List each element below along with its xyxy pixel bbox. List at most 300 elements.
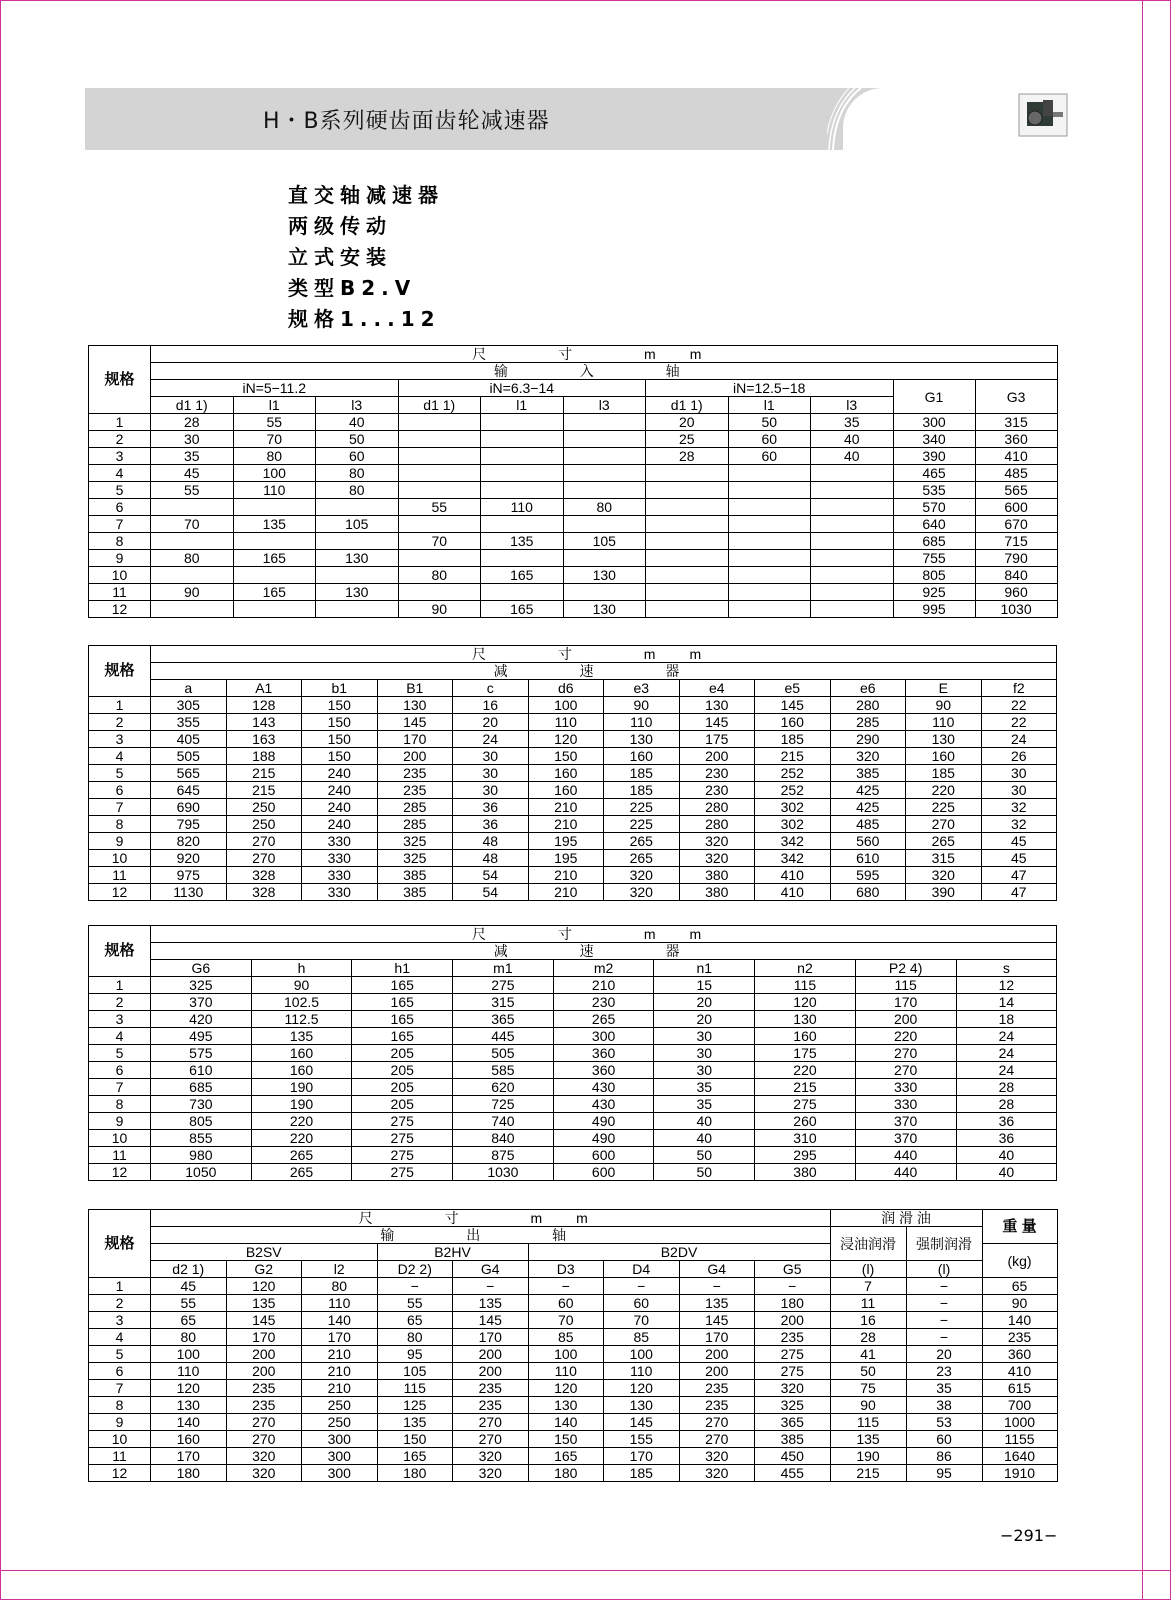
value-cell: 320 — [453, 1465, 529, 1482]
value-cell: 385 — [830, 765, 906, 782]
value-cell: − — [604, 1278, 680, 1295]
value-cell: 265 — [906, 833, 982, 850]
value-cell: − — [755, 1278, 831, 1295]
value-cell: 325 — [755, 1397, 831, 1414]
value-cell: 600 — [553, 1147, 654, 1164]
value-cell: 490 — [553, 1130, 654, 1147]
value-cell: 210 — [528, 799, 604, 816]
value-cell: 380 — [679, 867, 755, 884]
value-cell: 505 — [151, 748, 227, 765]
heading-stages: 两级传动 — [288, 214, 392, 238]
value-cell: 90 — [982, 1295, 1057, 1312]
value-cell: 90 — [151, 584, 234, 601]
value-cell: 645 — [151, 782, 227, 799]
value-cell: 112.5 — [251, 1011, 352, 1028]
value-cell: 465 — [893, 465, 975, 482]
value-cell: 95 — [906, 1465, 982, 1482]
value-cell: 1050 — [151, 1164, 252, 1181]
value-cell — [646, 465, 729, 482]
table-row — [89, 465, 1058, 482]
dimension-header: 尺 寸 mm — [151, 926, 1057, 943]
value-cell: 325 — [377, 833, 453, 850]
value-cell: 805 — [893, 567, 975, 584]
table-row — [89, 977, 1057, 994]
value-cell — [728, 499, 811, 516]
table-row — [89, 482, 1058, 499]
value-cell: 135 — [481, 533, 564, 550]
value-cell: 24 — [981, 731, 1057, 748]
column-header: d1 1) — [151, 397, 234, 414]
value-cell: 170 — [604, 1448, 680, 1465]
value-cell: 330 — [855, 1096, 956, 1113]
value-cell: 200 — [226, 1363, 302, 1380]
value-cell: 260 — [755, 1113, 856, 1130]
value-cell: 805 — [151, 1113, 252, 1130]
value-cell: 385 — [377, 867, 453, 884]
value-cell: 690 — [151, 799, 227, 816]
value-cell: 185 — [604, 765, 680, 782]
value-cell: 1030 — [453, 1164, 554, 1181]
value-cell: 370 — [151, 994, 252, 1011]
value-cell: 35 — [654, 1096, 755, 1113]
value-cell: 410 — [975, 448, 1057, 465]
value-cell: 165 — [352, 1011, 453, 1028]
value-cell: 86 — [906, 1448, 982, 1465]
size-cell: 11 — [89, 1448, 151, 1465]
value-cell: 180 — [377, 1465, 453, 1482]
size-cell: 2 — [89, 431, 151, 448]
value-cell: 200 — [855, 1011, 956, 1028]
value-cell: 235 — [755, 1329, 831, 1346]
value-cell: 130 — [528, 1397, 604, 1414]
value-cell: 205 — [352, 1096, 453, 1113]
value-cell: 215 — [226, 765, 302, 782]
size-cell: 1 — [89, 697, 151, 714]
value-cell: 135 — [251, 1028, 352, 1045]
table-row — [89, 1147, 1057, 1164]
column-header: G4 — [453, 1261, 529, 1278]
value-cell: 320 — [679, 1465, 755, 1482]
value-cell: 160 — [604, 748, 680, 765]
value-cell: − — [679, 1278, 755, 1295]
value-cell — [646, 601, 729, 618]
size-cell: 11 — [89, 584, 151, 601]
column-header: G4 — [679, 1261, 755, 1278]
value-cell: 315 — [975, 414, 1057, 431]
value-cell: 320 — [604, 867, 680, 884]
value-cell: 275 — [755, 1363, 831, 1380]
value-cell — [811, 584, 894, 601]
size-cell: 8 — [89, 816, 151, 833]
value-cell: 1030 — [975, 601, 1057, 618]
value-cell: 135 — [830, 1431, 906, 1448]
value-cell — [481, 448, 564, 465]
value-cell — [481, 584, 564, 601]
value-cell: 285 — [377, 816, 453, 833]
value-cell — [728, 465, 811, 482]
table-row — [89, 782, 1057, 799]
table-row — [89, 1346, 1058, 1363]
value-cell: 320 — [679, 833, 755, 850]
value-cell: 24 — [956, 1062, 1057, 1079]
table-row — [89, 1448, 1058, 1465]
forced-unit: (l) — [906, 1261, 982, 1278]
value-cell: 725 — [453, 1096, 554, 1113]
table-row — [89, 1164, 1057, 1181]
value-cell: 55 — [151, 482, 234, 499]
value-cell: 80 — [151, 1329, 227, 1346]
value-cell: 240 — [302, 765, 378, 782]
value-cell: 65 — [377, 1312, 453, 1329]
value-cell: 325 — [151, 977, 252, 994]
value-cell: 25 — [646, 431, 729, 448]
value-cell: 95 — [377, 1346, 453, 1363]
value-cell: 320 — [679, 850, 755, 867]
value-cell: 145 — [604, 1414, 680, 1431]
value-cell: 32 — [981, 816, 1057, 833]
value-cell: 210 — [528, 884, 604, 901]
value-cell: 145 — [755, 697, 831, 714]
value-cell — [563, 465, 646, 482]
value-cell: 20 — [906, 1346, 982, 1363]
value-cell: 200 — [679, 1363, 755, 1380]
value-cell: 320 — [906, 867, 982, 884]
value-cell — [728, 550, 811, 567]
value-cell: 120 — [604, 1380, 680, 1397]
value-cell: 925 — [893, 584, 975, 601]
value-cell — [646, 567, 729, 584]
size-cell: 6 — [89, 499, 151, 516]
column-header: B1 — [377, 680, 453, 697]
value-cell: 610 — [830, 850, 906, 867]
value-cell — [563, 516, 646, 533]
table-row — [89, 516, 1058, 533]
value-cell — [563, 482, 646, 499]
value-cell: 80 — [233, 448, 316, 465]
value-cell: 165 — [481, 567, 564, 584]
value-cell: 100 — [528, 1346, 604, 1363]
value-cell: 30 — [453, 748, 529, 765]
column-header: G2 — [226, 1261, 302, 1278]
value-cell: 105 — [563, 533, 646, 550]
value-cell: 250 — [302, 1414, 378, 1431]
table-row — [89, 533, 1058, 550]
column-header: n2 — [755, 960, 856, 977]
value-cell: − — [377, 1278, 453, 1295]
column-header: e5 — [755, 680, 831, 697]
value-cell: 490 — [553, 1113, 654, 1130]
value-cell: 270 — [226, 850, 302, 867]
value-cell: 300 — [302, 1448, 378, 1465]
table-row — [89, 414, 1058, 431]
table-row — [89, 1295, 1058, 1312]
value-cell: 595 — [830, 867, 906, 884]
heading-type: 直交轴减速器 — [288, 183, 444, 207]
value-cell: 280 — [679, 799, 755, 816]
value-cell — [481, 465, 564, 482]
value-cell: 340 — [893, 431, 975, 448]
value-cell: 235 — [226, 1397, 302, 1414]
value-cell: 220 — [251, 1130, 352, 1147]
size-cell: 4 — [89, 748, 151, 765]
value-cell: 48 — [453, 850, 529, 867]
value-cell: 38 — [906, 1397, 982, 1414]
value-cell: 150 — [302, 731, 378, 748]
value-cell: 130 — [151, 1397, 227, 1414]
size-cell: 10 — [89, 850, 151, 867]
value-cell — [728, 533, 811, 550]
value-cell: 560 — [830, 833, 906, 850]
value-cell: 275 — [755, 1096, 856, 1113]
value-cell: 230 — [553, 994, 654, 1011]
value-cell: 30 — [654, 1028, 755, 1045]
value-cell: 365 — [453, 1011, 554, 1028]
value-cell: 342 — [755, 850, 831, 867]
page-number: −291− — [1000, 1526, 1058, 1545]
value-cell: 40 — [654, 1113, 755, 1130]
value-cell: 440 — [855, 1147, 956, 1164]
reducer-dimensions-table-1 — [88, 645, 1057, 901]
value-cell: 30 — [151, 431, 234, 448]
value-cell: 305 — [151, 697, 227, 714]
value-cell: 190 — [251, 1096, 352, 1113]
value-cell — [811, 482, 894, 499]
value-cell: 35 — [151, 448, 234, 465]
table-row — [89, 1397, 1058, 1414]
value-cell: 20 — [654, 1011, 755, 1028]
size-cell: 1 — [89, 1278, 151, 1295]
value-cell: 285 — [377, 799, 453, 816]
value-cell — [316, 499, 399, 516]
output-shaft-table — [88, 1209, 1058, 1482]
value-cell: 185 — [906, 765, 982, 782]
value-cell: 270 — [453, 1431, 529, 1448]
value-cell: 36 — [453, 799, 529, 816]
value-cell: 23 — [906, 1363, 982, 1380]
value-cell: 80 — [302, 1278, 378, 1295]
value-cell: 220 — [251, 1113, 352, 1130]
value-cell: 210 — [302, 1363, 378, 1380]
table-row — [89, 1329, 1058, 1346]
value-cell: 565 — [975, 482, 1057, 499]
table-row — [89, 431, 1058, 448]
size-cell: 7 — [89, 516, 151, 533]
column-header: s — [956, 960, 1057, 977]
size-cell: 12 — [89, 1164, 151, 1181]
value-cell: 115 — [755, 977, 856, 994]
value-cell: 12 — [956, 977, 1057, 994]
value-cell: 420 — [151, 1011, 252, 1028]
value-cell: 130 — [316, 550, 399, 567]
size-cell: 7 — [89, 1380, 151, 1397]
size-cell: 10 — [89, 567, 151, 584]
value-cell: 150 — [302, 748, 378, 765]
value-cell: 130 — [316, 584, 399, 601]
column-header: h1 — [352, 960, 453, 977]
value-cell: 235 — [377, 765, 453, 782]
value-cell: 47 — [981, 867, 1057, 884]
value-cell: 425 — [830, 782, 906, 799]
value-cell — [481, 431, 564, 448]
value-cell: 342 — [755, 833, 831, 850]
value-cell: 290 — [830, 731, 906, 748]
value-cell: 250 — [226, 816, 302, 833]
value-cell: 47 — [981, 884, 1057, 901]
value-cell: 110 — [604, 1363, 680, 1380]
value-cell: 875 — [453, 1147, 554, 1164]
value-cell: 165 — [352, 994, 453, 1011]
value-cell: 380 — [755, 1164, 856, 1181]
value-cell: 145 — [679, 1312, 755, 1329]
value-cell: 80 — [377, 1329, 453, 1346]
value-cell: 35 — [811, 414, 894, 431]
table-row — [89, 601, 1058, 618]
value-cell: 110 — [302, 1295, 378, 1312]
value-cell: 100 — [604, 1346, 680, 1363]
value-cell: 300 — [893, 414, 975, 431]
value-cell: 22 — [981, 697, 1057, 714]
value-cell: 430 — [553, 1079, 654, 1096]
value-cell: 60 — [906, 1431, 982, 1448]
table-row — [89, 1380, 1058, 1397]
value-cell: 145 — [679, 714, 755, 731]
column-header: l3 — [316, 397, 399, 414]
value-cell — [398, 550, 481, 567]
value-cell: 640 — [893, 516, 975, 533]
value-cell: 755 — [893, 550, 975, 567]
spec-label: 规格 — [89, 1210, 151, 1278]
value-cell: 302 — [755, 816, 831, 833]
value-cell: 165 — [352, 977, 453, 994]
dimension-header: 尺 寸 mm — [151, 646, 1057, 663]
value-cell: 170 — [151, 1448, 227, 1465]
value-cell: 565 — [151, 765, 227, 782]
value-cell: 120 — [151, 1380, 227, 1397]
value-cell: 235 — [453, 1397, 529, 1414]
table-row — [89, 1363, 1058, 1380]
value-cell: 365 — [755, 1414, 831, 1431]
value-cell: 140 — [302, 1312, 378, 1329]
value-cell: 28 — [956, 1079, 1057, 1096]
column-header: P2 4) — [855, 960, 956, 977]
value-cell: 270 — [679, 1431, 755, 1448]
value-cell: 615 — [982, 1380, 1057, 1397]
value-cell: 90 — [251, 977, 352, 994]
size-cell: 2 — [89, 994, 151, 1011]
value-cell: 24 — [956, 1028, 1057, 1045]
value-cell: 85 — [604, 1329, 680, 1346]
value-cell: 90 — [830, 1397, 906, 1414]
value-cell: 11 — [830, 1295, 906, 1312]
value-cell: 160 — [251, 1062, 352, 1079]
column-header: d2 1) — [151, 1261, 227, 1278]
input-shaft-header: 输 入 轴 — [151, 363, 1058, 380]
ratio-group-3: iN=12.5−18 — [646, 380, 894, 397]
table-row — [89, 833, 1057, 850]
column-header: l1 — [233, 397, 316, 414]
value-cell: 110 — [481, 499, 564, 516]
value-cell: 240 — [302, 799, 378, 816]
value-cell: 328 — [226, 884, 302, 901]
value-cell: 55 — [398, 499, 481, 516]
column-header: E — [906, 680, 982, 697]
size-cell: 4 — [89, 1329, 151, 1346]
value-cell: 50 — [654, 1147, 755, 1164]
value-cell: 320 — [226, 1448, 302, 1465]
value-cell: 715 — [975, 533, 1057, 550]
value-cell: 54 — [453, 867, 529, 884]
value-cell: 275 — [453, 977, 554, 994]
value-cell: 130 — [563, 601, 646, 618]
size-cell: 8 — [89, 1096, 151, 1113]
value-cell: 160 — [528, 765, 604, 782]
column-header: b1 — [302, 680, 378, 697]
column-header: m1 — [453, 960, 554, 977]
value-cell: 252 — [755, 782, 831, 799]
column-header: d1 1) — [398, 397, 481, 414]
value-cell — [316, 601, 399, 618]
value-cell: 270 — [226, 833, 302, 850]
value-cell — [151, 499, 234, 516]
header-banner — [85, 88, 1075, 150]
value-cell: 7 — [830, 1278, 906, 1295]
value-cell: 150 — [302, 697, 378, 714]
value-cell: 135 — [226, 1295, 302, 1312]
value-cell: 205 — [352, 1079, 453, 1096]
value-cell: 250 — [302, 1397, 378, 1414]
value-cell: 70 — [233, 431, 316, 448]
value-cell: 265 — [604, 850, 680, 867]
size-cell: 8 — [89, 1397, 151, 1414]
value-cell — [481, 482, 564, 499]
value-cell: 620 — [453, 1079, 554, 1096]
value-cell: 80 — [563, 499, 646, 516]
value-cell: 225 — [906, 799, 982, 816]
value-cell: 505 — [453, 1045, 554, 1062]
value-cell: 160 — [528, 782, 604, 799]
value-cell: 450 — [755, 1448, 831, 1465]
value-cell: 220 — [755, 1062, 856, 1079]
value-cell: 685 — [151, 1079, 252, 1096]
value-cell: 252 — [755, 765, 831, 782]
value-cell — [151, 533, 234, 550]
value-cell: 120 — [755, 994, 856, 1011]
value-cell: 840 — [453, 1130, 554, 1147]
value-cell: 330 — [302, 867, 378, 884]
value-cell: − — [906, 1312, 982, 1329]
value-cell: 145 — [377, 714, 453, 731]
size-cell: 12 — [89, 1465, 151, 1482]
value-cell: 325 — [377, 850, 453, 867]
value-cell: 40 — [811, 448, 894, 465]
value-cell: 32 — [981, 799, 1057, 816]
column-header: l3 — [563, 397, 646, 414]
value-cell: 330 — [855, 1079, 956, 1096]
value-cell — [563, 414, 646, 431]
value-cell — [398, 465, 481, 482]
table-row — [89, 1278, 1058, 1295]
value-cell: 330 — [302, 850, 378, 867]
table-row — [89, 884, 1057, 901]
size-cell: 3 — [89, 1011, 151, 1028]
value-cell: 610 — [151, 1062, 252, 1079]
value-cell: 175 — [679, 731, 755, 748]
value-cell: 275 — [755, 1346, 831, 1363]
heading-sizes: 规格1...12 — [288, 307, 441, 331]
value-cell: 285 — [830, 714, 906, 731]
table-row — [89, 499, 1058, 516]
reducer-header: 减 速 器 — [151, 663, 1057, 680]
